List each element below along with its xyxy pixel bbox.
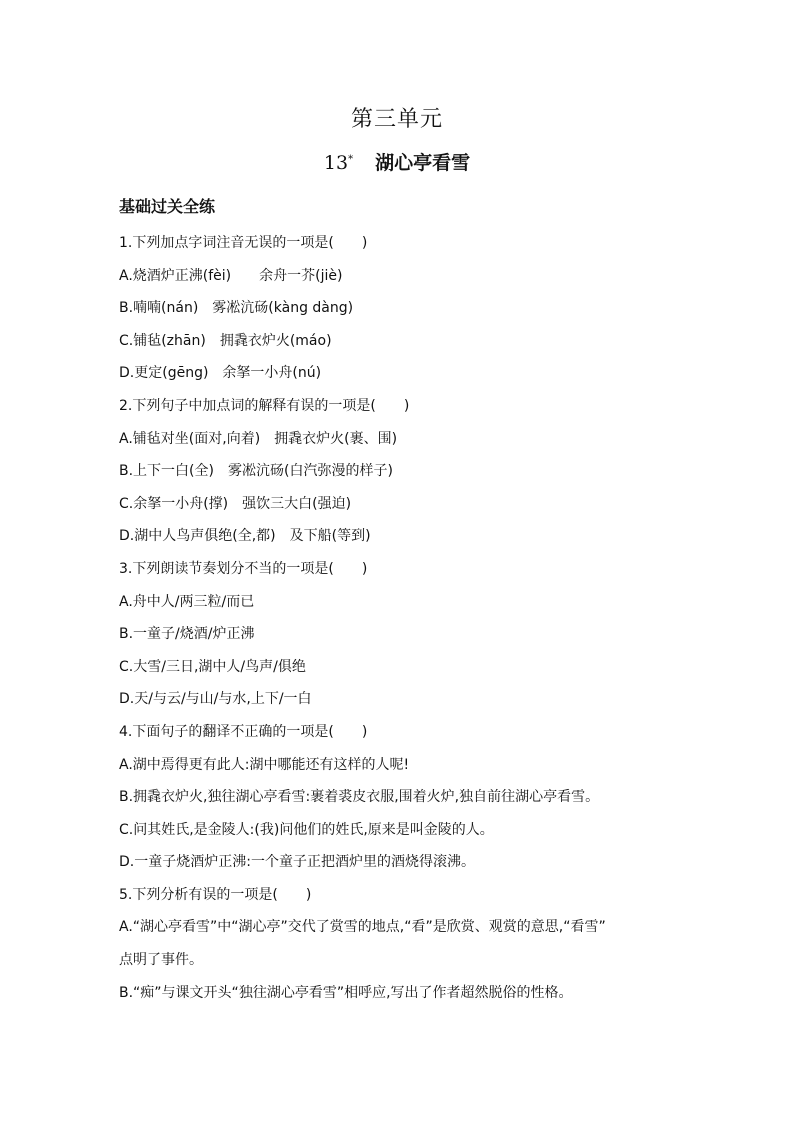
question-5-option-a: A.“湖心亭看雪”中“湖心亭”交代了赏雪的地点,“看”是欣赏、观赏的意思,“看雪”	[119, 919, 606, 936]
question-2-option-a: A.铺毡对坐(面对,向着) 拥毳衣炉火(裹、围)	[119, 430, 398, 447]
lesson-mark: *	[348, 153, 354, 165]
question-1-option-d: D.更定(gēng) 余拏一小舟(nú)	[119, 365, 322, 382]
unit-title: 第三单元	[350, 107, 443, 132]
question-1-stem: 1.下列加点字词注音无误的一项是( )	[119, 235, 368, 251]
question-list	[119, 227, 679, 1009]
question-4-option-a: A.湖中焉得更有此人:湖中哪能还有这样的人呢!	[119, 756, 410, 773]
question-3-option-c: C.大雪/三日,湖中人/鸟声/俱绝	[119, 658, 306, 675]
lesson-title	[0, 148, 794, 175]
question-2-option-c: C.余拏一小舟(撑) 强饮三大白(强迫)	[119, 495, 352, 512]
question-4-option-b: B.拥毳衣炉火,独往湖心亭看雪:裹着裘皮衣服,围着火炉,独自前往湖心亭看雪。	[119, 789, 600, 806]
question-1-option-b: B.喃喃(nán) 雾凇沆砀(kàng dàng)	[119, 300, 354, 317]
question-1-option-c: C.铺毡(zhān) 拥毳衣炉火(máo)	[119, 332, 332, 349]
question-5-option-b: B.“痴”与课文开头“独往湖心亭看雪”相呼应,写出了作者超然脱俗的性格。	[119, 984, 573, 1001]
question-4-stem: 4.下面句子的翻译不正确的一项是( )	[119, 723, 368, 740]
question-4-option-d: D.一童子烧酒炉正沸:一个童子正把酒炉里的酒烧得滚沸。	[119, 854, 475, 871]
question-2-option-b: B.上下一白(全) 雾凇沆砀(白汽弥漫的样子)	[119, 463, 393, 480]
question-1-option-a: A.烧酒炉正沸(fèi) 余舟一芥(jiè)	[119, 267, 343, 284]
question-3-option-d: D.天/与云/与山/与水,上下/一白	[119, 691, 312, 708]
lesson-number: 13	[323, 152, 349, 174]
lesson-title-text: 湖心亭看雪	[375, 152, 471, 174]
question-3-option-a: A.舟中人/两三粒/而已	[119, 593, 255, 610]
question-5-stem: 5.下列分析有误的一项是( )	[119, 886, 312, 903]
section-heading: 基础过关全练	[119, 197, 216, 216]
question-5-option-a-continued: 点明了事件。	[119, 952, 203, 969]
question-3-stem: 3.下列朗读节奏划分不当的一项是( )	[119, 560, 368, 577]
question-4-option-c: C.问其姓氏,是金陵人:(我)问他们的姓氏,原来是叫金陵的人。	[119, 821, 494, 838]
question-3-option-b: B.一童子/烧酒/炉正沸	[119, 626, 255, 643]
question-2-option-d: D.湖中人鸟声俱绝(全,都) 及下船(等到)	[119, 528, 371, 545]
question-2-stem: 2.下列句子中加点词的解释有误的一项是( )	[119, 397, 410, 414]
